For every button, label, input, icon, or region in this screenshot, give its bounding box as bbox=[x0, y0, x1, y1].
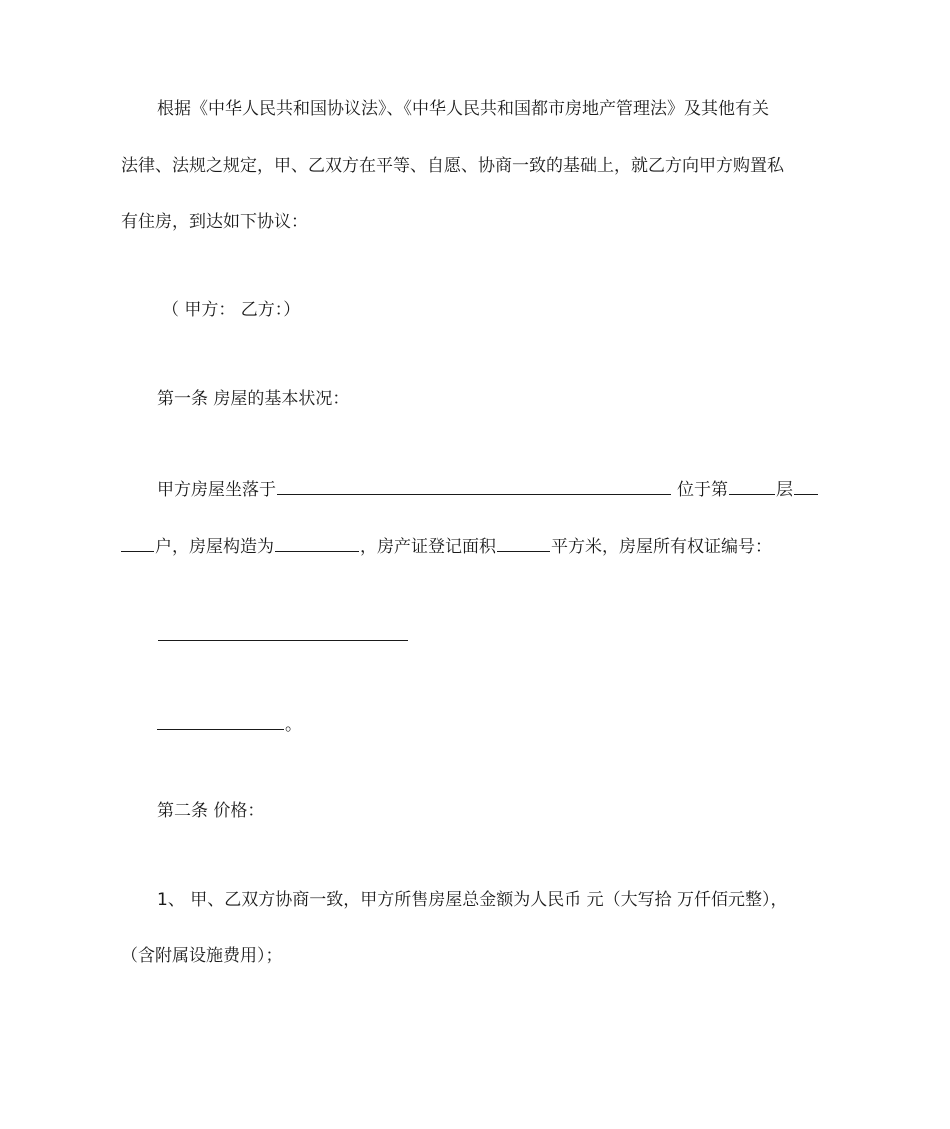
area-blank[interactable] bbox=[497, 533, 550, 552]
article-1-structure-line bbox=[121, 533, 772, 559]
intro-line-2: 法律、法规之规定，甲、乙双方在平等、自愿、协商一致的基础上，就乙方向甲方购置私 bbox=[121, 156, 784, 176]
cert-number-blank-1[interactable] bbox=[158, 622, 408, 641]
cert-number-blank-2[interactable] bbox=[157, 711, 284, 730]
article-1-title: 第一条 房屋的基本状况： bbox=[157, 389, 350, 409]
sqm-cert-label: 平方米，房屋所有权证编号： bbox=[551, 537, 772, 557]
household-structure-label: 户，房屋构造为 bbox=[155, 537, 274, 557]
article-1-location-line bbox=[157, 476, 819, 502]
household-blank-start[interactable] bbox=[794, 476, 818, 495]
cert-number-line-2 bbox=[157, 711, 302, 737]
parties-line: （ 甲方： 乙方：） bbox=[162, 300, 301, 320]
cert-end-mark: 。 bbox=[285, 715, 302, 735]
location-label: 甲方房屋坐落于 bbox=[157, 480, 276, 500]
intro-line-3: 有住房，到达如下协议： bbox=[121, 212, 308, 232]
floor-blank[interactable] bbox=[729, 476, 775, 495]
article-2-item-1-line-1: 1、 甲、乙双方协商一致，甲方所售房屋总金额为人民币 元（大写拾 万仟佰元整）， bbox=[157, 890, 788, 910]
layer-label: 层 bbox=[776, 480, 793, 500]
household-blank-end[interactable] bbox=[121, 533, 154, 552]
cert-area-label: ，房产证登记面积 bbox=[360, 537, 496, 557]
intro-line-1: 根据《中华人民共和国协议法》、《中华人民共和国都市房地产管理法》及其他有关 bbox=[157, 99, 769, 119]
structure-blank[interactable] bbox=[275, 533, 359, 552]
cert-number-line-1 bbox=[157, 622, 409, 648]
floor-label: 位于第 bbox=[677, 480, 728, 500]
location-blank[interactable] bbox=[277, 476, 671, 495]
article-2-title: 第二条 价格： bbox=[157, 801, 265, 821]
article-2-item-1-line-2: （含附属设施费用）； bbox=[121, 946, 283, 966]
